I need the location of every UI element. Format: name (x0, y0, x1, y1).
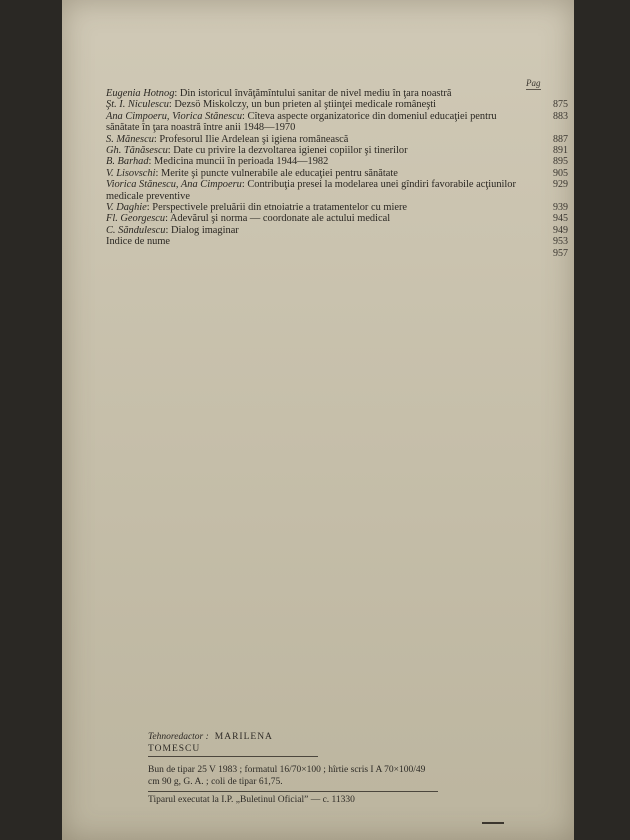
toc-entry-text: V. Daghie: Perspectivele preluării din etnoiatrie a tratamentelor cu miere (106, 202, 408, 214)
toc-author: Viorica Stănescu, Ana Cimpoeru (106, 179, 242, 191)
toc-title: Dialog imaginar (170, 224, 239, 236)
toc-entry (106, 156, 568, 167)
toc-page-number: 957 (553, 247, 568, 259)
toc-entry-text (106, 236, 568, 247)
page-column-header: Pag (526, 78, 541, 88)
toc-entry-text: Fl. Georgescu: Adevărul şi norma — coordonate ale actului medical (106, 213, 391, 225)
toc-author: Ana Cimpoeru, Viorica Stănescu (106, 110, 243, 122)
toc-entry (106, 145, 568, 156)
toc-author: Fl. Georgescu (106, 213, 166, 225)
toc-entry-text: B. Barhad: Medicina muncii în perioada 1944—1982 (106, 156, 329, 168)
print-details: Bun de tipar 25 V 1983 ; formatul 16/70×100 ; hîrtie scris I A 70×100/49 cm 90 g, G. A. ; coli de tipar 61,75. (148, 765, 426, 787)
toc-title: Perspectivele preluării din etnoiatrie a tratamentelor cu miere (152, 202, 408, 214)
toc-author: C. Săndulescu (106, 224, 166, 236)
toc-page-number: 887 (553, 133, 568, 145)
toc-title: Profesorul Ilie Ardelean şi igiena românească (159, 133, 349, 145)
toc-entry-text: S. Mănescu: Profesorul Ilie Ardelean şi igiena românească (106, 133, 349, 145)
toc-entry-text: Ana Cimpoeru, Viorica Stănescu: Cîteva aspecte organizatorice din domeniul educaţiei pentru sănătate în ţara noastră între anii 1948—1970 (106, 110, 497, 134)
toc-title: Din istoricul învăţămîntului sanitar de nivel mediu în ţara noastră (179, 88, 452, 99)
toc-title: Cîteva aspecte organizatorice din domeniul educaţiei pentru sănătate în ţara noastră între anii 1948—1970 (106, 110, 497, 134)
toc-page-number: 905 (553, 167, 568, 179)
toc-entry (106, 134, 568, 145)
tehnoredactor-name: MARILENA TOMESCU (148, 732, 273, 754)
toc-entry (106, 111, 568, 134)
printer-line: Tiparul executat la I.P. „Buletinul Oficial” — c. 11330 (148, 795, 355, 805)
toc-page-number: 953 (553, 236, 568, 248)
toc-entry (106, 202, 568, 213)
toc-entry-text: Gh. Tănăsescu: Date cu privire la dezvoltarea igienei copiilor şi tinerilor (106, 145, 408, 157)
toc-title: Contribuţia presei la modelarea unei gîndiri favorabile acţiunilor medicale preventive (106, 179, 516, 202)
toc-entry-text: Şt. I. Niculescu: Dezsö Miskolczy, un bun prieten al ştiinţei medicale româneşti (106, 99, 437, 111)
toc-entry (106, 213, 568, 224)
toc-title: Adevărul şi norma — coordonate ale actului medical (169, 213, 391, 225)
toc-entry-text: Viorica Stănescu, Ana Cimpoeru: Contribuţia presei la modelarea unei gîndiri favorabile acţiunilor medicale preventive (106, 179, 516, 202)
divider (148, 791, 438, 792)
toc-author: B. Barhad (106, 156, 149, 168)
toc-author: Gh. Tănăsescu (106, 145, 168, 157)
toc-entry (106, 225, 568, 236)
toc-title: Dezsö Miskolczy, un bun prieten al ştiinţei medicale româneşti (174, 99, 437, 111)
toc-title: Indice de nume (106, 236, 171, 248)
toc-entry-text: V. Lisovschi: Merite şi puncte vulnerabile ale educaţiei pentru sănătate (106, 167, 398, 179)
toc-author: V. Lisovschi (106, 167, 156, 179)
toc-title: Merite şi puncte vulnerabile ale educaţiei pentru sănătate (160, 167, 398, 179)
toc-entry-text: Eugenia Hotnog: Din istoricul învăţămîntului sanitar de nivel mediu în ţara noastră (106, 88, 452, 99)
toc-entry (106, 88, 568, 99)
toc-page-number: 891 (553, 145, 568, 157)
tehnoredactor-line (148, 731, 318, 757)
toc-page-number: 875 (553, 99, 568, 111)
toc-title: Date cu privire la dezvoltarea igienei copiilor şi tinerilor (173, 145, 408, 157)
toc-entry-text: C. Săndulescu: Dialog imaginar (106, 224, 239, 236)
toc-author: V. Daghie (106, 202, 147, 214)
toc-page-number: 939 (553, 202, 568, 214)
tehnoredactor-label: Tehnoredactor : (148, 732, 209, 742)
toc-page-number: 945 (553, 213, 568, 225)
toc-page-number: 929 (553, 179, 568, 191)
toc-entry (106, 168, 568, 179)
page-mark (482, 822, 504, 824)
toc-entry (106, 179, 568, 202)
toc-entry (106, 236, 568, 247)
toc-entry (106, 99, 568, 110)
toc-title: Medicina muncii în perioada 1944—1982 (154, 156, 329, 168)
colophon (148, 731, 568, 806)
toc-page-number: 883 (553, 110, 568, 122)
toc-author: S. Mănescu (106, 133, 154, 145)
toc-page-number: 949 (553, 224, 568, 236)
toc-author: Eugenia Hotnog (106, 88, 175, 99)
table-of-contents (106, 88, 568, 259)
toc-author: Şt. I. Niculescu (106, 99, 169, 111)
toc-page-number: 895 (553, 156, 568, 168)
